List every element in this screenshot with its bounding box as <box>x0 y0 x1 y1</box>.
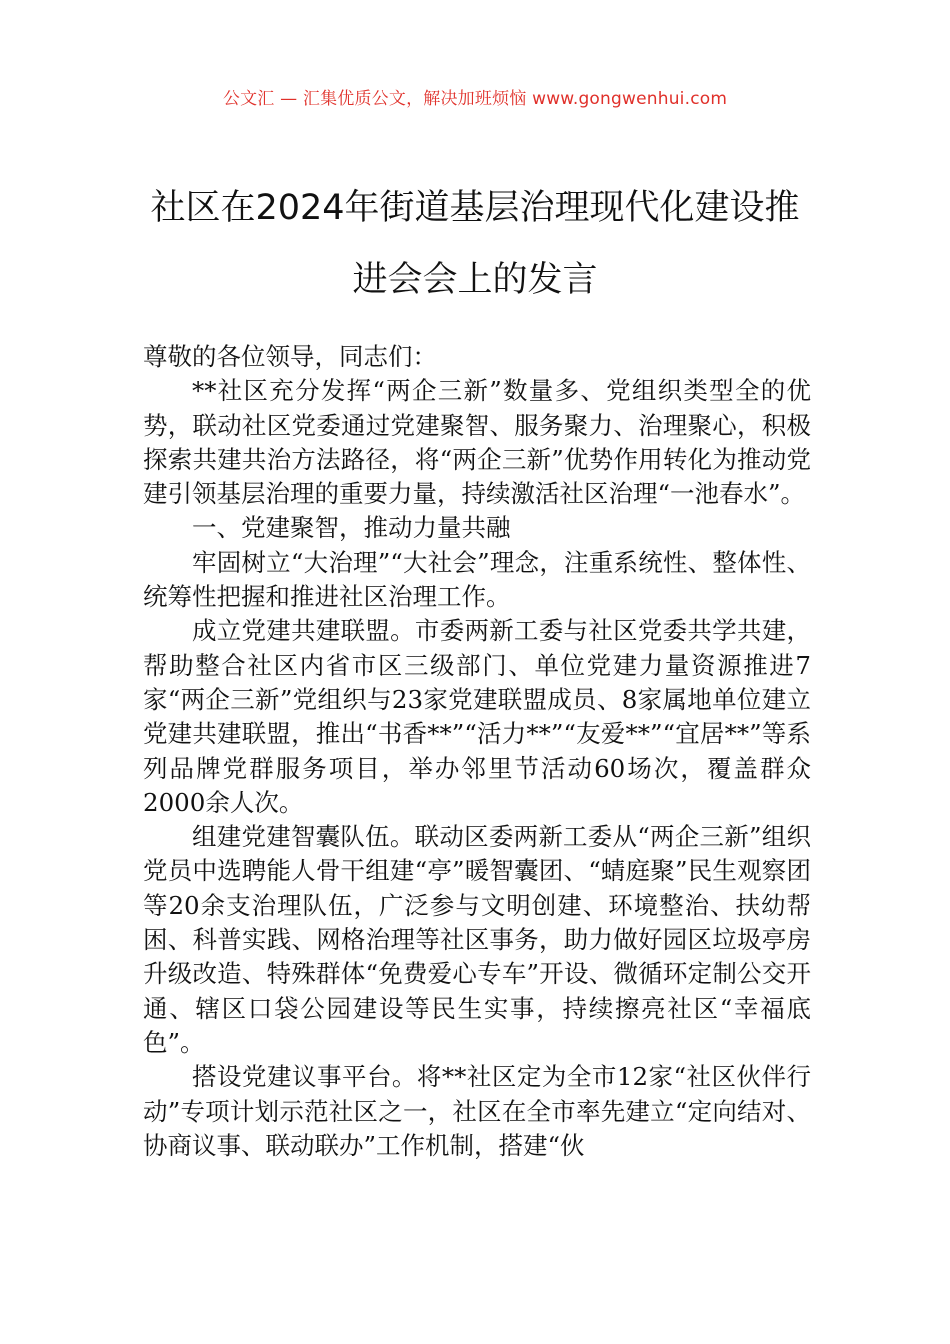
document-body <box>143 340 811 1163</box>
document-title <box>110 172 840 316</box>
salutation: 尊敬的各位领导，同志们： <box>143 342 437 371</box>
title-line-2: 进会会上的发言 <box>352 260 598 300</box>
platform-paragraph: 搭设党建议事平台。将**社区定为全市12家“社区伙伴行动”专项计划示范社区之一，社区在全市率先建立“定向结对、协商议事、联动联办”工作机制，搭建“伙 <box>143 1062 811 1160</box>
intro-paragraph: **社区充分发挥“两企三新”数量多、党组织类型全的优势，联动社区党委通过党建聚智、服务聚力、治理聚心，积极探索共建共治方法路径，将“两企三新”优势作用转化为推动党建引领基层治理的重要力量，持续激活社区治理“一池春水”。 <box>143 376 811 509</box>
section-heading: 一、党建聚智，推动力量共融 <box>192 513 511 543</box>
thinktank-paragraph: 组建党建智囊队伍。联动区委两新工委从“两企三新”组织党员中选聘能人骨干组建“亭”暖智囊团、“蜻庭聚”民生观察团等20余支治理队伍，广泛参与文明创建、环境整治、扶幼帮困、科普实践、网格治理等社区事务，助力做好园区垃圾亭房升级改造、特殊群体“免费爱心专车”开设、微循环定制公交开通、辖区口袋公园建设等民生实事，持续擦亮社区“幸福底色”。 <box>143 822 811 1057</box>
title-line-1: 社区在2024年街道基层治理现代化建设推 <box>150 188 800 228</box>
alliance-paragraph: 成立党建共建联盟。市委两新工委与社区党委共学共建，帮助整合社区内省市区三级部门、单位党建力量资源推进7家“两企三新”党组织与23家党建联盟成员、8家属地单位建立党建共建联盟，推出“书香**”“活力**”“友爱**”“宜居**”等系列品牌党群服务项目，举办邻里节活动60场次，覆盖群众2000余人次。 <box>143 616 811 817</box>
section-lead-paragraph: 牢固树立“大治理”“大社会”理念，注重系统性、整体性、统筹性把握和推进社区治理工作。 <box>143 547 811 612</box>
header-banner[interactable]: 公文汇 — 汇集优质公文，解决加班烦恼 www.gongwenhui.com <box>222 89 728 109</box>
